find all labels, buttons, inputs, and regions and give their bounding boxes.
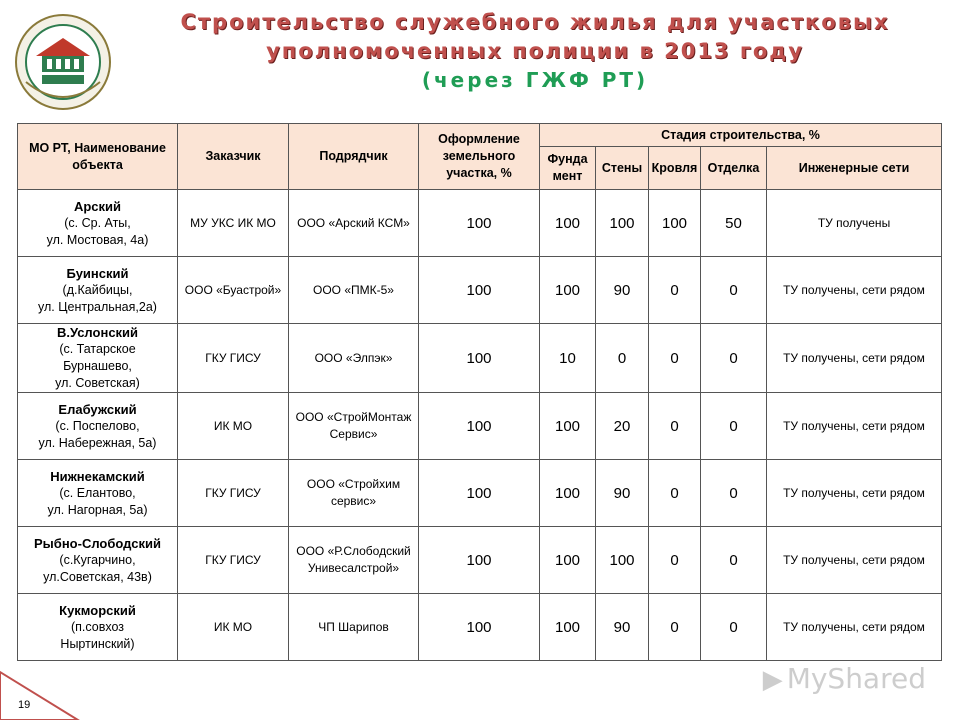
header-object: МО РТ, Наименование объекта [18, 124, 178, 190]
object-cell [18, 190, 178, 257]
object-address: (д.Кайбицы, [62, 282, 133, 297]
object-address: (п.совхоз [70, 619, 125, 634]
walls-cell: 100 [596, 190, 649, 257]
title-line-1: Строительство служебного жилья для участковых [180, 10, 890, 34]
foundation-cell: 100 [540, 257, 596, 324]
finish-cell: 0 [701, 393, 767, 460]
page-number: 19 [18, 699, 31, 711]
object-cell [18, 527, 178, 594]
object-name: Елабужский [58, 401, 137, 417]
object-name: Нижнекамский [50, 468, 145, 484]
watermark [763, 662, 926, 695]
land-cell: 100 [419, 594, 540, 661]
contractor-cell: ООО «ПМК-5» [289, 257, 419, 324]
construction-table [17, 123, 942, 661]
finish-cell: 0 [701, 594, 767, 661]
foundation-cell: 10 [540, 324, 596, 393]
object-name: В.Услонский [56, 325, 139, 340]
customer-cell: ИК МО [178, 594, 289, 661]
walls-cell: 100 [596, 527, 649, 594]
object-address: (с. Татарское [59, 342, 136, 356]
networks-cell: ТУ получены, сети рядом [767, 527, 942, 594]
roof-cell: 0 [649, 527, 701, 594]
networks-cell: ТУ получены, сети рядом [767, 594, 942, 661]
header-foundation: Фунда мент [540, 147, 596, 190]
contractor-cell: ООО «Арский КСМ» [289, 190, 419, 257]
finish-cell: 0 [701, 257, 767, 324]
watermark-play-icon: ▶ [762, 665, 783, 695]
customer-cell: ООО «Буастрой» [178, 257, 289, 324]
ministry-logo [12, 12, 114, 112]
header-customer: Заказчик [178, 124, 289, 190]
object-address: Бурнашево, [63, 359, 132, 373]
customer-cell: ГКУ ГИСУ [178, 324, 289, 393]
land-cell: 100 [419, 257, 540, 324]
contractor-cell: ЧП Шарипов [289, 594, 419, 661]
networks-cell: ТУ получены, сети рядом [767, 324, 942, 393]
foundation-cell: 100 [540, 190, 596, 257]
page-corner-triangle [0, 670, 80, 720]
table-row [18, 594, 942, 661]
table-row [18, 324, 942, 393]
customer-cell: ИК МО [178, 393, 289, 460]
contractor-cell: ООО «Стройхим сервис» [289, 460, 419, 527]
roof-cell: 0 [649, 324, 701, 393]
object-name: Буинский [66, 265, 129, 281]
header-walls: Стены [596, 147, 649, 190]
header-networks: Инженерные сети [767, 147, 942, 190]
object-address: ул. Советская) [55, 376, 140, 390]
object-cell [18, 257, 178, 324]
object-address: (с. Поспелово, [55, 418, 140, 433]
walls-cell: 0 [596, 324, 649, 393]
land-cell: 100 [419, 460, 540, 527]
object-address: (с.Кугарчино, [59, 552, 136, 567]
header-roof: Кровля [649, 147, 701, 190]
foundation-cell: 100 [540, 527, 596, 594]
finish-cell: 50 [701, 190, 767, 257]
object-address: ул.Советская, 43в) [43, 569, 152, 584]
land-cell: 100 [419, 324, 540, 393]
title-line-2: уполномоченных полиции в 2013 году [266, 39, 804, 63]
object-address: (с. Елантово, [59, 485, 136, 500]
table-row [18, 460, 942, 527]
object-address: ул. Нагорная, 5а) [47, 502, 148, 517]
networks-cell: ТУ получены, сети рядом [767, 460, 942, 527]
walls-cell: 90 [596, 460, 649, 527]
watermark-text: MyShared [786, 662, 926, 695]
subtitle: (через ГЖФ РТ) [421, 68, 649, 92]
networks-cell: ТУ получены, сети рядом [767, 393, 942, 460]
header-stage: Стадия строительства, % [540, 124, 942, 147]
object-address: ул. Центральная,2а) [38, 299, 157, 314]
roof-cell: 0 [649, 460, 701, 527]
contractor-cell: ООО «Р.Слободский Унивесалстрой» [289, 527, 419, 594]
foundation-cell: 100 [540, 460, 596, 527]
land-cell: 100 [419, 527, 540, 594]
land-cell: 100 [419, 393, 540, 460]
table-row [18, 257, 942, 324]
object-address: ул. Набережная, 5а) [38, 435, 157, 450]
header-land: Оформление земельного участка, % [419, 124, 540, 190]
walls-cell: 20 [596, 393, 649, 460]
land-cell: 100 [419, 190, 540, 257]
foundation-cell: 100 [540, 393, 596, 460]
roof-cell: 0 [649, 594, 701, 661]
object-address: ул. Мостовая, 4а) [46, 232, 149, 247]
contractor-cell: ООО «СтройМонтаж Сервис» [289, 393, 419, 460]
finish-cell: 0 [701, 460, 767, 527]
object-name: Рыбно-Слободский [34, 535, 161, 551]
networks-cell: ТУ получены, сети рядом [767, 257, 942, 324]
networks-cell: ТУ получены [767, 190, 942, 257]
customer-cell: ГКУ ГИСУ [178, 527, 289, 594]
finish-cell: 0 [701, 324, 767, 393]
object-cell [18, 324, 178, 393]
customer-cell: МУ УКС ИК МО [178, 190, 289, 257]
header-contractor: Подрядчик [289, 124, 419, 190]
object-address: Ныртинский) [60, 636, 135, 651]
object-name: Арский [73, 198, 122, 214]
walls-cell: 90 [596, 594, 649, 661]
object-cell [18, 594, 178, 661]
roof-cell: 0 [649, 393, 701, 460]
header-finish: Отделка [701, 147, 767, 190]
foundation-cell: 100 [540, 594, 596, 661]
title-block [120, 8, 950, 94]
roof-cell: 100 [649, 190, 701, 257]
finish-cell: 0 [701, 527, 767, 594]
walls-cell: 90 [596, 257, 649, 324]
object-cell [18, 460, 178, 527]
table-row [18, 190, 942, 257]
object-address: (с. Ср. Аты, [64, 215, 131, 230]
object-name: Кукморский [59, 602, 136, 618]
roof-cell: 0 [649, 257, 701, 324]
table-row [18, 527, 942, 594]
contractor-cell: ООО «Элпэк» [289, 324, 419, 393]
customer-cell: ГКУ ГИСУ [178, 460, 289, 527]
object-cell [18, 393, 178, 460]
table-row [18, 393, 942, 460]
